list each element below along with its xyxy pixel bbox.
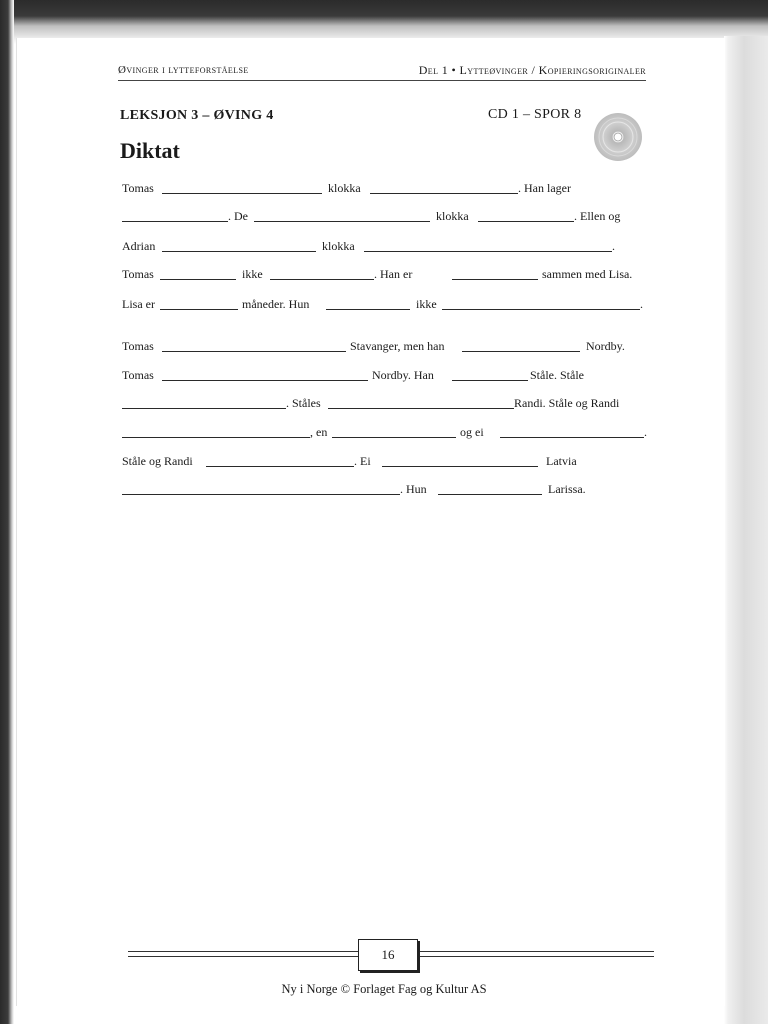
dictation-text: Ståle og Randi [122,454,193,468]
scan-edge-left [0,0,14,1024]
dictation-text: . Han er [374,267,413,281]
answer-blank[interactable] [162,251,316,252]
answer-blank[interactable] [160,309,238,310]
answer-blank[interactable] [122,221,228,222]
dictation-text: Randi. Ståle og Randi [514,396,620,410]
scan-edge-right [724,36,768,1024]
dictation-text: , en [310,425,328,439]
dictation-text: Latvia [546,454,577,468]
header-right: Del 1 • Lytteøvinger / Kopieringsoriginaler [418,63,646,77]
answer-blank[interactable] [452,279,538,280]
dictation-text: . [644,425,647,439]
dictation-text: Adrian [122,239,156,253]
dictation-line [122,296,646,314]
dictation-text: måneder. Hun [242,297,310,311]
dictation-text: Larissa. [548,482,586,496]
cd-icon [593,112,643,162]
dictation-text: . Ellen og [574,209,621,223]
dictation-text: Ståle. Ståle [530,368,584,382]
dictation-line [122,424,646,442]
dictation-text: . [612,239,615,253]
answer-blank[interactable] [206,466,354,467]
answer-blank[interactable] [162,193,322,194]
dictation-line [122,338,646,356]
dictation-text: . Ei [354,454,371,468]
dictation-text: klokka [436,209,469,223]
answer-blank[interactable] [332,437,456,438]
answer-blank[interactable] [452,380,528,381]
dictation-text: klokka [322,239,355,253]
dictation-text: Tomas [122,181,154,195]
answer-blank[interactable] [122,408,286,409]
footer-credit: Ny i Norge © Forlaget Fag og Kultur AS [281,982,487,996]
dictation-line [122,208,646,226]
dictation-line [122,367,646,385]
dictation-text: Nordby. Han [372,368,434,382]
lesson-label: LEKSJON 3 – ØVING 4 [120,108,274,123]
dictation-text: Tomas [122,267,154,281]
dictation-line [122,238,646,256]
answer-blank[interactable] [122,494,400,495]
answer-blank[interactable] [442,309,640,310]
answer-blank[interactable] [160,279,236,280]
dictation-text: Tomas [122,368,154,382]
answer-blank[interactable] [270,279,374,280]
page-title: Diktat [120,138,180,163]
dictation-line [122,453,646,471]
answer-blank[interactable] [328,408,514,409]
dictation-text: Stavanger, men han [350,339,445,353]
answer-blank[interactable] [254,221,430,222]
dictation-line [122,266,646,284]
dictation-text: . Han lager [518,181,571,195]
answer-blank[interactable] [326,309,410,310]
header-left: Øvinger i lytteforståelse [118,64,249,76]
track-label: CD 1 – SPOR 8 [488,107,582,122]
answer-blank[interactable] [382,466,538,467]
answer-blank[interactable] [162,380,368,381]
answer-blank[interactable] [370,193,518,194]
dictation-text: ikke [242,267,263,281]
dictation-text: klokka [328,181,361,195]
dictation-text: sammen med Lisa. [542,267,633,281]
answer-blank[interactable] [122,437,310,438]
dictation-text: Nordby. [586,339,625,353]
dictation-text: . De [228,209,248,223]
dictation-text: Tomas [122,339,154,353]
dictation-line [122,481,646,499]
answer-blank[interactable] [500,437,644,438]
answer-blank[interactable] [162,351,346,352]
running-header [118,62,646,81]
dictation-text: . Hun [400,482,427,496]
dictation-line [122,180,646,198]
answer-blank[interactable] [462,351,580,352]
dictation-text: . [640,297,643,311]
dictation-text: og ei [460,425,484,439]
page-number: 16 [358,939,418,971]
dictation-text: ikke [416,297,437,311]
dictation-line [122,395,646,413]
answer-blank[interactable] [478,221,574,222]
answer-blank[interactable] [438,494,542,495]
answer-blank[interactable] [364,251,612,252]
dictation-text: . Ståles [286,396,321,410]
dictation-text: Lisa er [122,297,155,311]
